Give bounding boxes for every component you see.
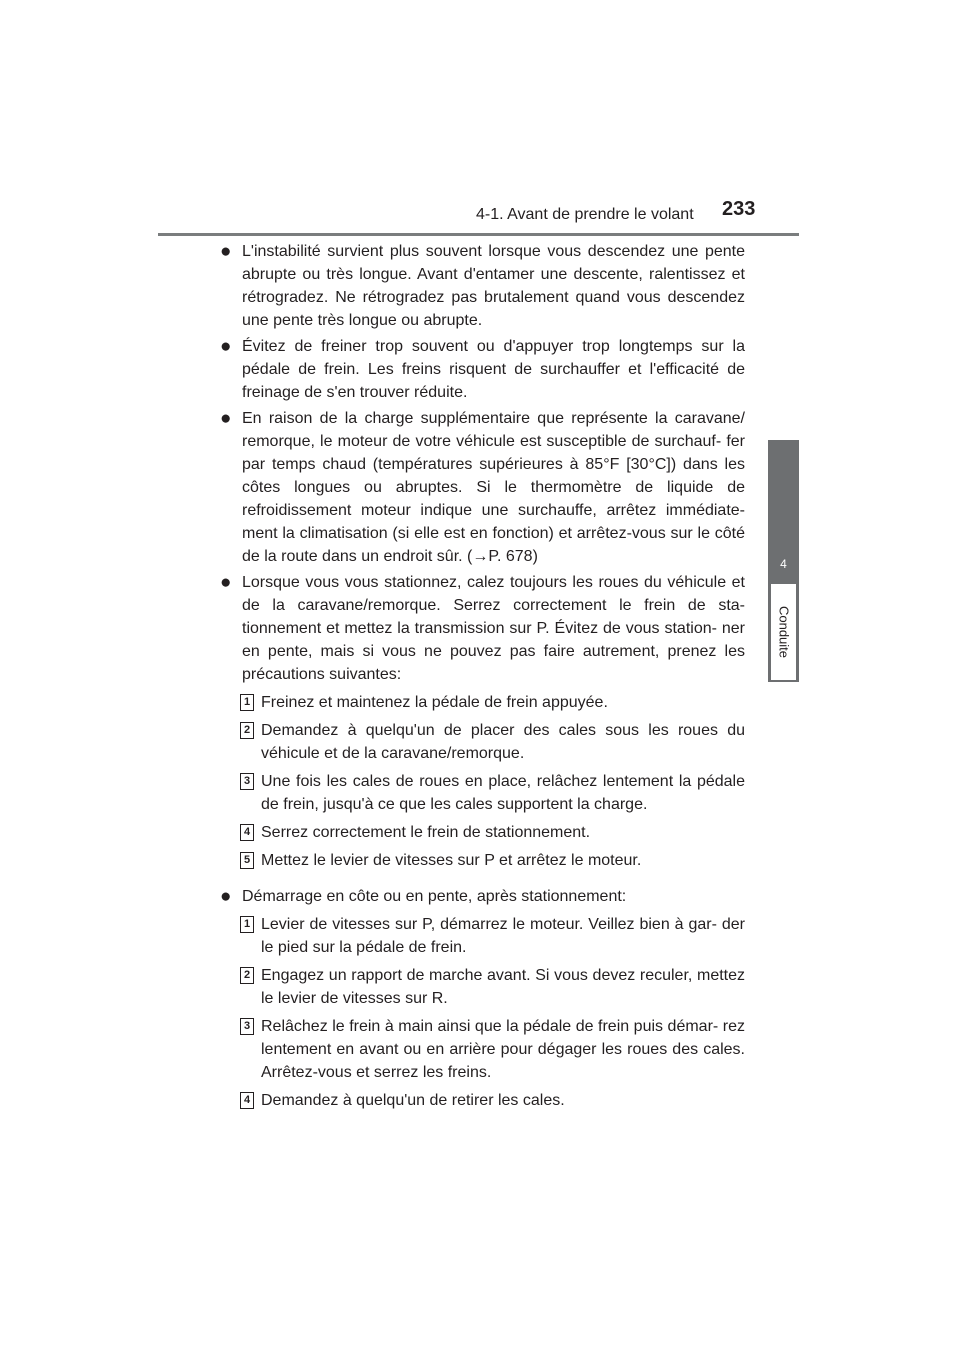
step-text: Demandez à quelqu'un de placer des cales sous les roues du véhicule et de la caravane/remorque. [261,722,745,762]
bullet-item [222,335,745,404]
step-item [222,849,745,872]
restart-steps [222,913,745,1112]
bullet-dot-icon: ● [220,408,232,429]
step-item [222,719,745,765]
step-text: Freinez et maintenez la pédale de frein appuyée. [261,694,608,711]
step-text: Serrez correctement le frein de stationnement. [261,824,591,841]
bullet-dot-icon: ● [220,241,232,262]
bullet-dot-icon: ● [220,886,232,907]
bullet-item [222,571,745,686]
step-text: Engagez un rapport de marche avant. Si vous devez reculer, mettez le levier de vitesses sur R. [261,967,745,1007]
chapter-number-tab[interactable] [768,547,799,581]
section-title: 4-1. Avant de prendre le volant [476,206,694,223]
step-text: Relâchez le frein à main ainsi que la pédale de frein puis démar- rez lentement en avant ou en arrière pour dégager les roues des cales. Arrêtez-vous et serrez les freins. [261,1018,745,1081]
step-text: Une fois les cales de roues en place, relâchez lentement la pédale de frein, jusqu'à ce que les cales supportent la charge. [261,773,745,813]
step-number-badge: 4 [240,1092,254,1109]
header-rule [158,233,799,236]
step-item [222,821,745,844]
step-item [222,691,745,714]
step-item [222,913,745,959]
page-header [0,200,960,240]
step-item [222,1089,745,1112]
bullet-text: Démarrage en côte ou en pente, après stationnement: [242,888,627,905]
page-body [222,240,745,1117]
chapter-number: 4 [780,557,787,571]
bullet-item [222,885,745,908]
page-number: 233 [722,198,756,220]
parking-steps [222,691,745,872]
bullet-text: Lorsque vous vous stationnez, calez toujours les roues du véhicule et de la caravane/remorque. Serrez correctement le frein de sta- tionnement et mettez la transmission sur P. Évitez de vous station- ner en pente, mais si vous ne pouvez pas faire autrement, prenez les précautions suivantes: [242,574,745,683]
step-item [222,770,745,816]
step-number-badge: 1 [240,916,254,933]
step-number-badge: 2 [240,722,254,739]
bullet-dot-icon: ● [220,572,232,593]
step-text: Levier de vitesses sur P, démarrez le moteur. Veillez bien à gar- der le pied sur la pédale de frein. [261,916,745,956]
step-item [222,1015,745,1084]
step-item [222,964,745,1010]
step-text: Mettez le levier de vitesses sur P et arrêtez le moteur. [261,852,642,869]
bullet-item [222,240,745,332]
step-number-badge: 3 [240,1018,254,1035]
step-number-badge: 1 [240,694,254,711]
step-text: Demandez à quelqu'un de retirer les cales. [261,1092,565,1109]
bullet-text: L'instabilité survient plus souvent lorsque vous descendez une pente abrupte ou très longue. Avant d'entamer une descente, ralentissez et rétrogradez. Ne rétrogradez pas brutalement quand vous descendez une pente très longue ou abrupte. [242,243,745,329]
step-number-badge: 4 [240,824,254,841]
bullet-dot-icon: ● [220,336,232,357]
bullet-text: En raison de la charge supplémentaire que représente la caravane/ remorque, le moteur de votre véhicule est susceptible de surchauf- fer par temps chaud (températures supérieures à 85°F [30°C]) dans les côtes longues ou abruptes. Si le thermomètre de liquide de refroidissement moteur indique une surchauffe, arrêtez immédiate- ment la climatisation (si elle est en fonction) et arrêtez-vous sur le côté de la route dans un endroit sûr. (→P. 678) [242,410,745,565]
bullet-item [222,407,745,568]
bullet-text: Évitez de freiner trop souvent ou d'appuyer trop longtemps sur la pédale de frein. Les freins risquent de surchauffer et l'efficacité de freinage de s'en trouver réduite. [242,338,745,401]
step-number-badge: 2 [240,967,254,984]
step-number-badge: 5 [240,852,254,869]
step-number-badge: 3 [240,773,254,790]
chapter-label: Conduite [776,605,791,659]
chapter-label-box [771,584,796,680]
